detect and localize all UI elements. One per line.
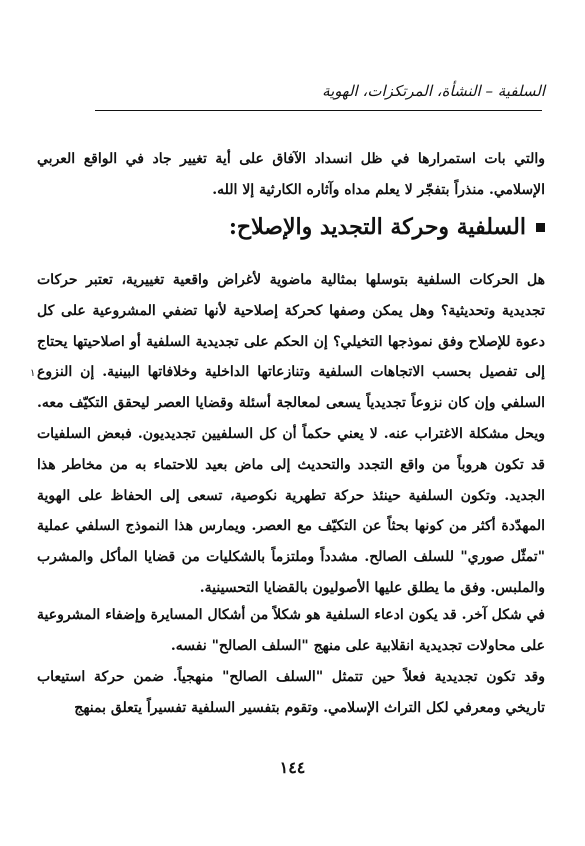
paragraph-main: هل الحركات السلفية بتوسلها بمثالية ماضوية لأغراض واقعية تغييرية، تعتبر حركات تجديدية وتحديثية؟ وهل يمكن وصفها كحركة إصلاحية لأنها تضفي المشروعية على كل دعوة للإصلاح وفق نموذجها التخيلي؟ إن الحكم على تجديدية السلفية أو اصلاحيتها يحتاج إلى تفصيل بحسب الاتجاهات السلفية وتنازعاتها الداخلية وخلافاتها البينية. إن النزوع السلفي وإن كان نزوعاً تجديدياً يسعى لمعالجة أسئلة وقضايا العصر ليحقق التكيّف معه. ويحل مشكلة الاغتراب عنه. لا يعني حكماً أن كل السلفيين تجديديون. فبعض السلفيات قد تكون هروباً من واقع التجدد والتحديث إلى ماض بعيد للاحتماء به من مخاطر هذا الجديد. وتكون السلفية حينئذ حركة تطهرية نكوصية، تسعى إلى الحفاظ على الهوية المهدّدة أكثر من كونها بحثاً عن التكيّف مع العصر. ويمارس هذا النموذج السلفي عملية "تمثّل صوري" للسلف الصالح. مشدداً وملتزماً بالشكليات من قضايا المأكل والمشرب والملبس. وفق ما يطلق عليها الأصوليون بالقضايا التحسينية. — [37, 272, 545, 596]
header-rule — [95, 110, 542, 111]
square-bullet-icon — [536, 223, 545, 232]
margin-note: ١ — [30, 368, 36, 379]
paragraph-intro: والتي بات استمرارها في ظل انسداد الآفاق على أية تغيير جاد في الواقع العربي الإسلامي. منذراً بتفجّر لا يعلم مداه وآثاره الكارثية إلا الله. — [37, 151, 545, 198]
section-heading — [229, 214, 545, 240]
page-number: ١٤٤ — [279, 758, 306, 777]
running-head: السلفية – النشأة، المرتكزات، الهوية — [322, 82, 545, 100]
paragraph-other-form: في شكل آخر. قد يكون ادعاء السلفية هو شكلاً من أشكال المسايرة وإضفاء المشروعية على محاولات تجديدية انقلابية على منهج "السلف الصالح" نفسه. — [37, 607, 545, 654]
section-heading-text: السلفية وحركة التجديد والإصلاح: — [228, 214, 526, 240]
paragraph-renewal: وقد تكون تجديدية فعلاً حين تتمثل "السلف الصالح" منهجياً. ضمن حركة استيعاب تاريخي ومعرفي لكل التراث الإسلامي. وتقوم بتفسير السلفية تفسيراً يتعلق بمنهج — [37, 669, 545, 716]
